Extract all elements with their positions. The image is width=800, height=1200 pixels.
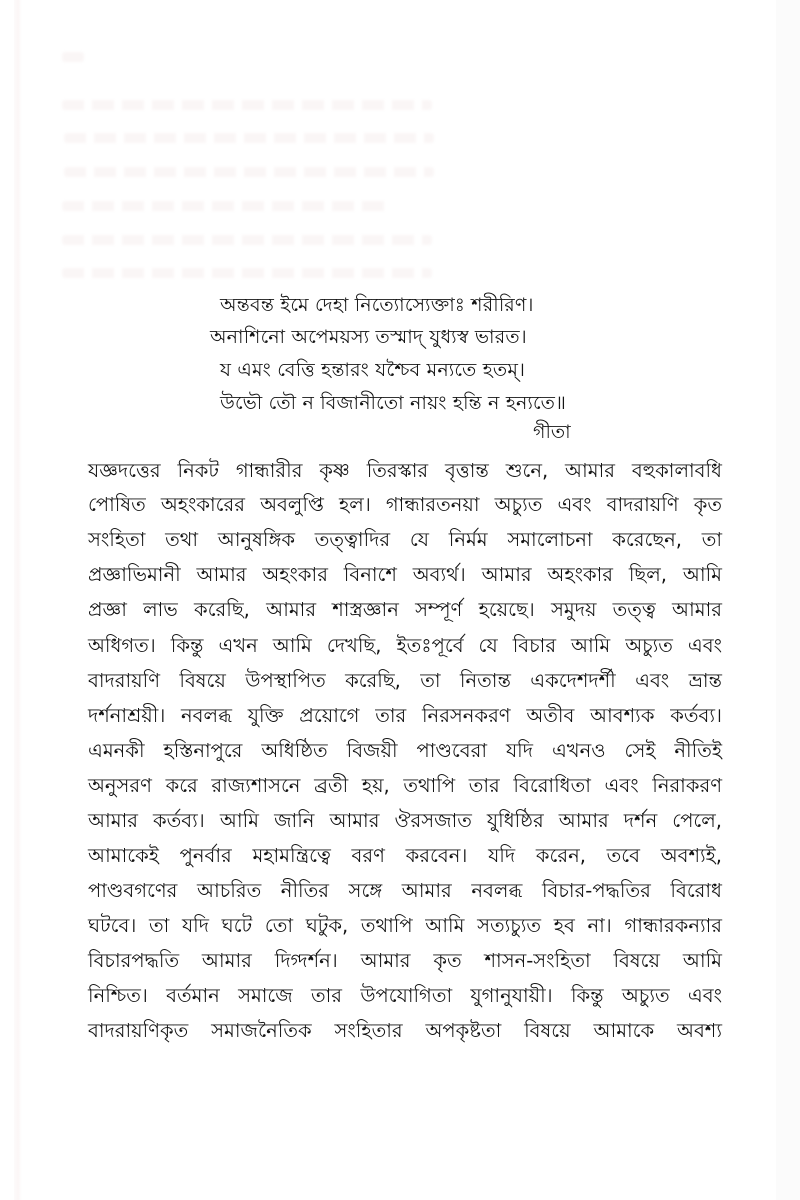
verse-line-3: য এমং বেত্তি হন্তারং যশ্চৈব মন্যতে হতম্। (220, 359, 526, 381)
prose-line: বাদরায়ণিকৃত সমাজনৈতিক সংহিতার অপকৃষ্টতা বিষয়ে আমাকে অবশ্য (88, 1019, 722, 1042)
prose-line: পাণ্ডবগণের আচরিত নীতির সঙ্গে আমার নবলব্ধ বিচার-পদ্ধতির বিরোধ (88, 879, 722, 902)
prose-line: সংহিতা তথা আনুষঙ্গিক তত্ত্বাদির যে নির্মম সমালোচনা করেছেন, তা (88, 528, 722, 551)
prose-line: নিশ্চিত। বর্তমান সমাজে তার উপযোগিতা যুগানুযায়ী। কিন্তু অচ্যুত এবং (88, 984, 722, 1007)
prose-line: পোষিত অহংকারের অবলুপ্তি হল। গান্ধারতনয়া অচ্যুত এবং বাদরায়ণি কৃত (88, 493, 722, 516)
prose-line: এমনকী হস্তিনাপুরে অধিষ্ঠিত বিজয়ী পাণ্ডবেরা যদি এখনও সেই নীতিই (88, 739, 722, 762)
verse-line-4: উভৌ তৌ ন বিজানীতো নায়ং হন্তি ন হন্যতে॥ (220, 392, 567, 414)
prose-line: বিচারপদ্ধতি আমার দিগ্দর্শন। আমার কৃত শাসন-সংহিতা বিষয়ে আমি (88, 949, 722, 972)
prose-line: দর্শনাশ্রয়ী। নবলব্ধ যুক্তি প্রয়োগে তার নিরসনকরণ অতীব আবশ্যক কর্তব্য। (88, 704, 722, 727)
prose-line: অধিগত। কিন্তু এখন আমি দেখছি, ইতঃপূর্বে যে বিচার আমি অচ্যুত এবং (88, 634, 722, 657)
prose-line: অনুসরণ করে রাজ্যশাসনে ব্রতী হয়, তথাপি তার বিরোধিতা এবং নিরাকরণ (88, 774, 722, 797)
verse-attribution: গীতা (533, 421, 571, 443)
prose-line: আমাকেই পুনর্বার মহামন্ত্রিত্বে বরণ করবেন। যদি করেন, তবে অবশ্যই, (88, 844, 722, 867)
verse-line-2: অনাশিনো অপেময়স্য তস্মাদ্ যুধ্যস্ব ভারত। (210, 326, 527, 348)
page-edge-right (776, 0, 800, 1200)
prose-line: প্রজ্ঞা লাভ করেছি, আমার শাস্ত্রজ্ঞান সম্পূর্ণ হয়েছে। সমুদয় তত্ত্ব আমার (88, 598, 722, 621)
prose-line: বাদরায়ণি বিষয়ে উপস্থাপিত করেছি, তা নিতান্ত একদেশদর্শী এবং ভ্রান্ত (88, 669, 722, 692)
verse-line-1: অন্তবন্ত ইমে দেহা নিত্যোস্যেক্তাঃ শরীরিণ। (220, 294, 534, 316)
prose-line: আমার কর্তব্য। আমি জানি আমার ঔরসজাত যুধিষ্ঠির আমার দর্শন পেলে, (88, 809, 722, 832)
prose-line: ঘটবে। তা যদি ঘটে তো ঘটুক, তথাপি আমি সত্যচ্যুত হব না। গান্ধারকন্যার (88, 914, 722, 937)
prose-line: প্রজ্ঞাভিমানী আমার অহংকার বিনাশে অব্যর্থ। আমার অহংকার ছিল, আমি (88, 563, 722, 586)
prose-line: যজ্ঞদত্তের নিকট গান্ধারীর কৃষ্ণ তিরস্কার বৃত্তান্ত শুনে, আমার বহুকালাবধি (88, 459, 722, 482)
page-edge-left (14, 0, 22, 1200)
